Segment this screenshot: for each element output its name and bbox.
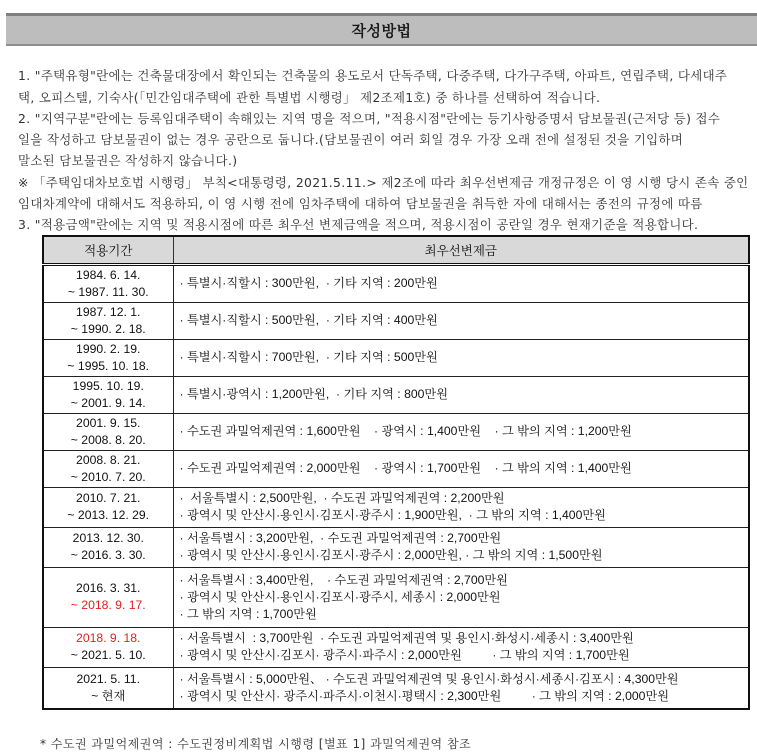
table-row — [43, 487, 749, 527]
amount-cell: · 서울특별시 : 2,500만원, · 수도권 과밀억제권역 : 2,200만원 · 광역시 및 안산시·용인시·김포시·광주시 : 1,900만원, · 그 밖의 지역 : 1,400만원 — [173, 487, 749, 527]
instruction-line: 일을 작성하고 담보물권이 없는 경우 공란으로 둡니다.(담보물권이 여러 회일 경우 가장 오래 전에 설정된 것을 기입하며 — [18, 132, 684, 147]
table-row — [43, 264, 749, 302]
amount-cell: · 서울특별시 : 3,700만원 · 수도권 과밀억제권역 및 용인시·화성시·세종시 : 3,400만원 · 광역시 및 안산시·김포시· 광주시·파주시 : 2,000만원 · 그 밖의 지역 : 1,700만원 — [173, 627, 749, 667]
table-row — [43, 527, 749, 567]
period-cell: 2021. 5. 11. ~ 현재 — [43, 667, 173, 709]
table-row — [43, 413, 749, 450]
header-amount: 최우선변제금 — [173, 236, 749, 264]
instruction-line: 2. "지역구분"란에는 등록임대주택이 속해있는 지역 명을 적으며, "적용시점"란에는 등기사항증명서 담보물권(근저당 등) 접수 — [18, 111, 721, 126]
section-title: 작성방법 — [351, 21, 412, 40]
period-cell: 1984. 6. 14. ~ 1987. 11. 30. — [43, 264, 173, 302]
instruction-line: 택, 오피스텔, 기숙사(「민간임대주택에 관한 특별법 시행령」 제2조제1호) 중 하나를 선택하여 적습니다. — [18, 90, 601, 105]
footnote: * 수도권 과밀억제권역 : 수도권정비계획법 시행령 [별표 1] 과밀억제권역 참조 — [40, 737, 472, 751]
table-row — [43, 376, 749, 413]
amount-cell: · 특별시·직할시 : 300만원, · 기타 지역 : 200만원 — [173, 264, 749, 302]
table-row — [43, 667, 749, 709]
period-cell: 1990. 2. 19. ~ 1995. 10. 18. — [43, 339, 173, 376]
table-row — [43, 627, 749, 667]
table-row — [43, 302, 749, 339]
period-cell: 2013. 12. 30. ~ 2016. 3. 30. — [43, 527, 173, 567]
red-start-date: 2018. 9. 18. — [76, 631, 141, 645]
table-row — [43, 567, 749, 627]
instruction-line: 3. "적용금액"란에는 지역 및 적용시점에 따른 최우선 변제금액을 적으며, 적용시점이 공란일 경우 현재기준을 적용합니다. — [18, 217, 699, 232]
amount-cell: · 특별시·직할시 : 500만원, · 기타 지역 : 400만원 — [173, 302, 749, 339]
amount-cell: · 수도권 과밀억제권역 : 1,600만원 · 광역시 : 1,400만원 · 그 밖의 지역 : 1,200만원 — [173, 413, 749, 450]
instruction-line: 임대차계약에 대해서도 적용하되, 이 영 시행 전에 임차주택에 대하여 담보물권을 취득한 자에 대해서는 종전의 규정에 따름 — [18, 196, 703, 211]
period-cell: 2010. 7. 21. ~ 2013. 12. 29. — [43, 487, 173, 527]
amount-cell: · 서울특별시 : 5,000만원、 · 수도권 과밀억제권역 및 용인시·화성시·세종시·김포시 : 4,300만원 · 광역시 및 안산시· 광주시·파주시·이천시·평택시 : 2,300만원 · 그 밖의 지역 : 2,000만원 — [173, 667, 749, 709]
amount-cell: · 특별시·직할시 : 700만원, · 기타 지역 : 500만원 — [173, 339, 749, 376]
period-cell: 2018. 9. 18. ~ 2021. 5. 10. — [43, 627, 173, 667]
amount-cell: · 수도권 과밀억제권역 : 2,000만원 · 광역시 : 1,700만원 · 그 밖의 지역 : 1,400만원 — [173, 450, 749, 487]
red-end-date: ~ 2018. 9. 17. — [70, 598, 146, 612]
header-period: 적용기간 — [43, 236, 173, 264]
priority-repayment-table — [42, 235, 750, 710]
period-cell: 2001. 9. 15. ~ 2008. 8. 20. — [43, 413, 173, 450]
section-title-bar — [6, 13, 757, 46]
instruction-line: ※ 「주택임대차보호법 시행령」 부칙<대통령령, 2021.5.11.> 제2조에 따라 최우선변제금 개정규정은 이 영 시행 당시 존속 중인 — [18, 175, 749, 190]
amount-cell: · 서울특별시 : 3,400만원, · 수도권 과밀억제권역 : 2,700만원 · 광역시 및 안산시·용인시·김포시·광주시, 세종시 : 2,000만원 · 그 밖의 지역 : 1,700만원 — [173, 567, 749, 627]
period-cell: 1987. 12. 1. ~ 1990. 2. 18. — [43, 302, 173, 339]
instruction-line: 1. "주택유형"란에는 건축물대장에서 확인되는 건축물의 용도로서 단독주택, 다중주택, 다가구주택, 아파트, 연립주택, 다세대주 — [18, 68, 728, 83]
amount-cell: · 서울특별시 : 3,200만원, · 수도권 과밀억제권역 : 2,700만원 · 광역시 및 안산시·용인시·김포시·광주시 : 2,000만원, · 그 밖의 지역 : 1,500만원 — [173, 527, 749, 567]
period-cell: 2016. 3. 31. ~ 2018. 9. 17. — [43, 567, 173, 627]
period-cell: 2008. 8. 21. ~ 2010. 7. 20. — [43, 450, 173, 487]
table-row — [43, 339, 749, 376]
table-header-row — [43, 236, 749, 264]
period-cell: 1995. 10. 19. ~ 2001. 9. 14. — [43, 376, 173, 413]
amount-cell: · 특별시·광역시 : 1,200만원, · 기타 지역 : 800만원 — [173, 376, 749, 413]
table-row — [43, 450, 749, 487]
instruction-line: 말소된 담보물권은 작성하지 않습니다.) — [18, 153, 238, 168]
